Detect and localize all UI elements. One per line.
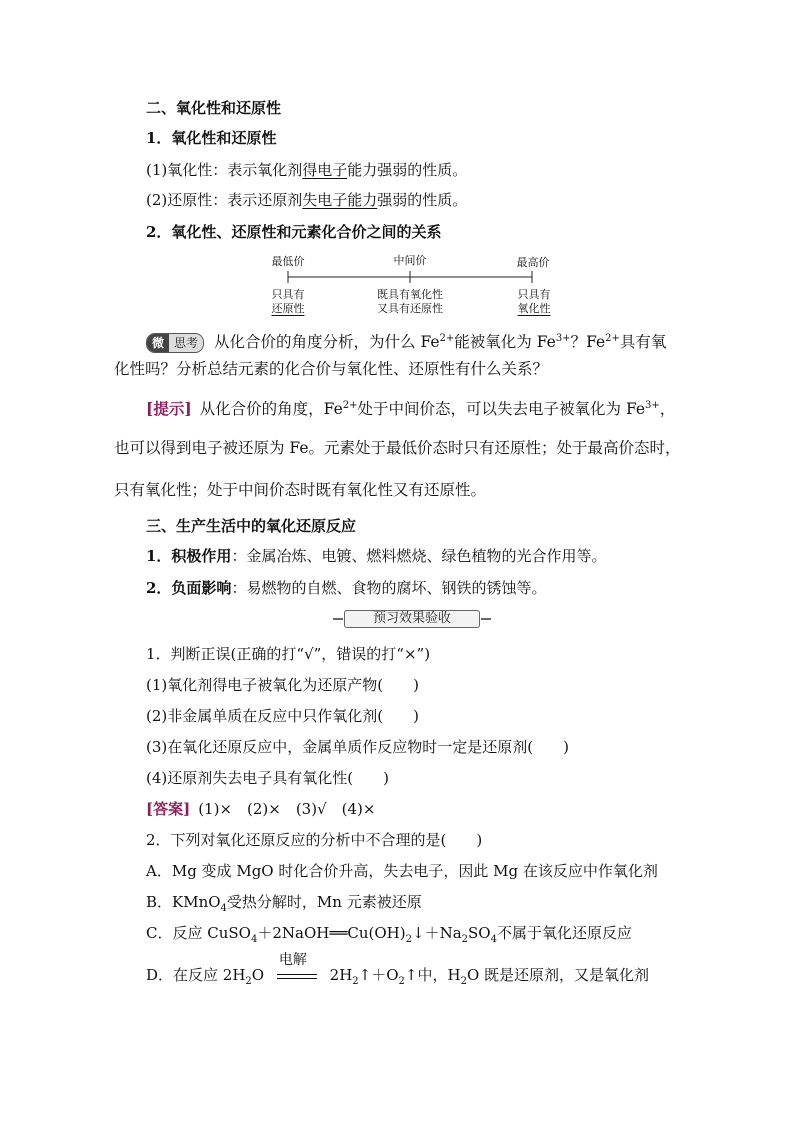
middle-valence-label: 中间价: [393, 254, 427, 267]
oxidizing-definition: [146, 160, 467, 180]
q2-option-c: [146, 923, 632, 950]
section2-p1-title: 1．氧化性和还原性: [146, 129, 277, 147]
hint-tag: [提示]: [146, 399, 192, 419]
reducing-definition: [146, 190, 467, 210]
underlined-text: 失电子能力: [302, 191, 378, 209]
text-span: 不属于氧化还原反应: [496, 924, 632, 942]
underlined-text: 得电子: [302, 161, 348, 179]
subscript: 2: [398, 976, 405, 987]
text-span: ：金属冶炼、电镀、燃料燃烧、绿色植物的光合作用等。: [231, 547, 607, 565]
lowest-valence-desc: [268, 288, 308, 316]
q2-option-d: [146, 952, 650, 992]
text-span: (1)氧化性：表示氧化剂: [146, 161, 303, 179]
valence-diagram: [260, 252, 560, 322]
section3-heading: 三、生产生活中的氧化还原反应: [146, 517, 357, 535]
highest-valence-label: 最高价: [516, 256, 550, 269]
text-span: 具有氧: [619, 333, 667, 352]
section2-p2-title: 2．氧化性、还原性和元素化合价之间的关系: [146, 223, 442, 241]
hint-line2: 也可以得到电子被还原为 Fe。元素处于最低价态时只有还原性；处于最高价态时，: [114, 439, 681, 457]
superscript: 2+: [439, 333, 455, 344]
equal-bar: [277, 978, 317, 979]
answer-text: (1)× (2)× (3)√ (4)×: [198, 800, 376, 818]
text-span: ↑中，H: [404, 966, 461, 984]
text-span: ？Fe: [570, 333, 606, 352]
desc-line: 只具有: [271, 288, 305, 301]
hint-line3: 只有氧化性；处于中间价态时既有氧化性又有还原性。: [114, 481, 487, 499]
badge-text: 思考: [169, 334, 203, 352]
text-span: ↓＋Na: [412, 924, 462, 942]
q1-title: 1．判断正误(正确的打“√”，错误的打“×”): [146, 645, 431, 663]
condition-text: 电解: [278, 952, 307, 968]
superscript: 2+: [605, 333, 620, 344]
superscript: 3+: [555, 333, 571, 344]
superscript: 2+: [342, 400, 358, 411]
q2-title: 2．下列对氧化还原反应的分析中不合理的是( ): [146, 831, 483, 849]
text-span: ↑＋O: [358, 966, 399, 984]
desc-line: 只具有: [517, 288, 551, 301]
text-span: ＋2NaOH══Cu(OH): [257, 924, 406, 942]
q1-item: (4)还原剂失去电子具有氧化性( ): [146, 769, 389, 787]
text-span: 能力强弱的性质。: [347, 161, 468, 179]
highest-valence-desc: [514, 288, 554, 316]
text-span: B．KMnO: [146, 893, 221, 911]
subscript: 4: [220, 903, 227, 914]
q2-option-a: A．Mg 变成 MgO 时化合价升高，失去电子，因此 Mg 在该反应中作氧化剂: [146, 862, 658, 880]
q1-answer: [146, 799, 375, 819]
text-span: SO: [468, 924, 491, 942]
text-span: O 既是还原剂，又是氧化剂: [466, 966, 650, 984]
text-span: 受热分解时，Mn 元素被还原: [226, 893, 422, 911]
text-span: 处于中间价态，可以失去电子被氧化为 Fe: [357, 400, 646, 419]
negative-effects: [146, 578, 546, 598]
text-span: 从化合价的角度，Fe: [199, 400, 343, 419]
label-span: 2．负面影响: [146, 579, 232, 597]
label-span: 1．积极作用: [146, 547, 232, 565]
desc-line: 又具有还原性: [377, 302, 443, 315]
q2-option-b: [146, 892, 422, 919]
subscript: 4: [490, 934, 497, 945]
q1-item: (3)在氧化还原反应中，金属单质作反应物时一定是还原剂( ): [146, 738, 569, 756]
text-span: 从化合价的角度分析，为什么 Fe: [214, 333, 440, 352]
text-span: C．反应 CuSO: [146, 924, 251, 942]
subscript: 2: [352, 976, 359, 987]
text-span: D．在反应 2H: [146, 966, 246, 984]
subscript: 4: [250, 934, 258, 945]
subscript: 2: [405, 934, 412, 945]
text-span: 能被氧化为 Fe: [454, 333, 556, 352]
text-span: O: [251, 966, 265, 984]
text-span: ，: [659, 400, 676, 419]
think-badge: [146, 333, 204, 353]
think-question-line1: [146, 329, 736, 353]
subscript: 2: [461, 934, 469, 945]
subscript: 2: [460, 976, 467, 987]
electrolysis-condition: [277, 952, 317, 986]
text-span: (2)还原性：表示还原剂: [146, 191, 303, 209]
lowest-valence-label: 最低价: [271, 255, 305, 268]
positive-effects: [146, 546, 606, 566]
hint-line1: [146, 396, 736, 419]
section2-heading: 二、氧化性和还原性: [146, 99, 282, 117]
text-span: ：易燃物的自燃、食物的腐坏、钢铁的锈蚀等。: [231, 579, 547, 597]
subscript: 2: [245, 976, 252, 987]
desc-line: 氧化性: [517, 302, 551, 315]
equal-bar: [277, 974, 317, 975]
q1-item: (1)氧化剂得电子被氧化为还原产物( ): [146, 676, 419, 694]
preview-check-banner: 预习效果验收: [344, 610, 480, 628]
think-question-line2: 化性吗？分析总结元素的化合价与氧化性、还原性有什么关系？: [114, 360, 549, 378]
badge-char: 微: [147, 334, 169, 352]
desc-line: 既具有氧化性: [377, 288, 443, 301]
text-span: 2H: [329, 966, 353, 984]
q1-item: (2)非金属单质在反应中只作氧化剂( ): [146, 707, 419, 725]
answer-tag: [答案]: [146, 800, 191, 818]
superscript: 3+: [645, 400, 660, 411]
desc-line: 还原性: [271, 302, 305, 315]
text-span: 强弱的性质。: [377, 191, 468, 209]
middle-valence-desc: [370, 288, 450, 316]
